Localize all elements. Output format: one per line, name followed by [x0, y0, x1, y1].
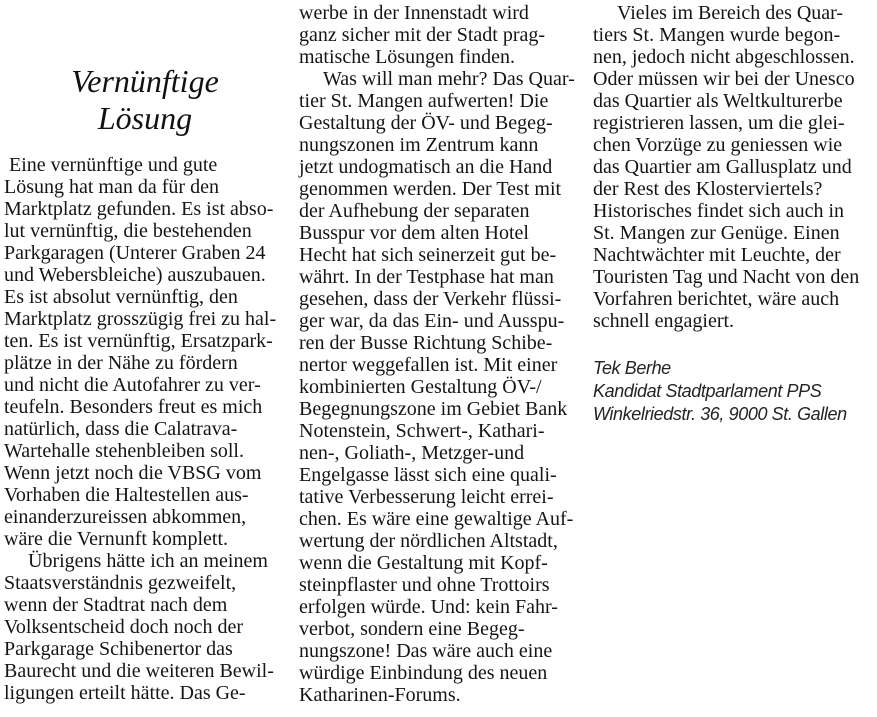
text-line: Touristen Tag und Nacht von den [593, 266, 860, 288]
text-line: schnell engagiert. [593, 310, 735, 332]
text-line: kombinierten Gestaltung ÖV-/ [299, 376, 542, 398]
text-line: nertor weggefallen ist. Mit einer [299, 354, 558, 376]
text-line: wenn die Gestaltung mit Kopf- [299, 552, 548, 574]
text-line: Baurecht und die weiteren Bewil- [4, 660, 274, 682]
text-line: Begegnungszone im Gebiet Bank [299, 398, 568, 420]
text-line: ger war, da das Ein- und Ausspu- [299, 310, 565, 332]
article-column-2 [299, 0, 581, 706]
text-line: nungszone! Das wäre auch eine [299, 640, 553, 662]
article-title-line: Vernünftige [71, 63, 219, 99]
text-line: Staatsverständnis gezweifelt, [4, 572, 237, 594]
text-line: Historisches findet sich auch in [593, 200, 845, 222]
text-line: einanderzureissen abkommen, [4, 506, 247, 528]
text-line: tiers St. Mangen wurde begon- [593, 24, 841, 46]
text-line: das Quartier am Gallusplatz und [593, 156, 852, 178]
text-line: Marktplatz gefunden. Es ist abso- [4, 198, 274, 220]
text-line: Eine vernünftige und gute [4, 154, 218, 176]
author-role: Kandidat Stadtparlament PPS [593, 381, 822, 401]
text-line: genommen werden. Der Test mit [299, 178, 562, 200]
text-line: steinpflaster und ohne Trottoirs [299, 574, 550, 596]
text-line: wäre die Vernunft komplett. [4, 528, 229, 550]
author-signature [593, 357, 877, 426]
text-line: Volksentscheid doch noch der [4, 616, 244, 638]
text-line: lut vernünftig, die bestehenden [4, 220, 252, 242]
text-line: Notenstein, Schwert-, Kathari- [299, 420, 545, 442]
text-line: währt. In der Testphase hat man [299, 266, 554, 288]
text-line: Hecht hat sich seinerzeit gut be- [299, 244, 557, 266]
text-line: registrieren lassen, um die glei- [593, 112, 845, 134]
text-line: und Webersbleiche) auszubauen. [4, 264, 266, 286]
text-line: Oder müssen wir bei der Unesco [593, 68, 855, 90]
text-line: Was will man mehr? Das Quar- [323, 68, 575, 90]
text-line: Wartehalle stehenbleiben soll. [4, 440, 244, 462]
text-line: nen-, Goliath-, Metzger-und [299, 442, 525, 464]
text-line: natürlich, dass die Calatrava- [4, 418, 238, 440]
text-line: Es ist absolut vernünftig, den [4, 286, 238, 308]
text-line: der Rest des Klosterviertels? [593, 178, 823, 200]
text-line: St. Mangen zur Genüge. Einen [593, 222, 840, 244]
text-line: Busspur vor dem alten Hotel [299, 222, 529, 244]
text-line: wenn der Stadtrat nach dem [4, 594, 228, 616]
text-line: tative Verbesserung leicht errei- [299, 486, 554, 508]
text-line: plätze in der Nähe zu fördern [4, 352, 238, 374]
text-line: Lösung hat man da für den [4, 176, 219, 198]
text-line: Katharinen-Forums. [299, 684, 461, 706]
text-line: Nachtwächter mit Leuchte, der [593, 244, 841, 266]
text-line: erfolgen würde. Und: kein Fahr- [299, 596, 558, 618]
text-line: nungszonen im Zentrum kann [299, 134, 539, 156]
text-line: werbe in der Innenstadt wird [299, 2, 529, 24]
text-line: der Aufhebung der separaten [299, 200, 530, 222]
column-3-body [593, 0, 877, 332]
article-title [4, 63, 286, 137]
text-line: gesehen, dass der Verkehr flüssi- [299, 288, 562, 310]
author-address: Winkelriedstr. 36, 9000 St. Gallen [593, 404, 847, 424]
text-line: verbot, sondern eine Begeg- [299, 618, 525, 640]
column-1-body [4, 154, 286, 704]
text-line: Parkgaragen (Unterer Graben 24 [4, 242, 266, 264]
text-line: ligungen erteilt hätte. Das Ge- [4, 682, 246, 704]
text-line: Vieles im Bereich des Quar- [617, 2, 844, 24]
text-line: das Quartier als Weltkulturerbe [593, 90, 843, 112]
article-column-1 [4, 0, 286, 704]
author-name: Tek Berhe [593, 358, 671, 378]
column-2-body [299, 0, 581, 706]
text-line: nen, jedoch nicht abgeschlossen. [593, 46, 855, 68]
text-line: und nicht die Autofahrer zu ver- [4, 374, 261, 396]
text-line: Marktplatz grosszügig frei zu hal- [4, 308, 277, 330]
text-line: Engelgasse lässt sich eine quali- [299, 464, 557, 486]
text-line: Parkgarage Schibenertor das [4, 638, 233, 660]
text-line: matische Lösungen finden. [299, 46, 516, 68]
text-line: Vorhaben die Haltestellen aus- [4, 484, 249, 506]
text-line: chen Vorzüge zu geniessen wie [593, 134, 843, 156]
text-line: würdige Einbindung des neuen [299, 662, 548, 684]
text-line: ten. Es ist vernünftig, Ersatzpark- [4, 330, 273, 352]
text-line: tier St. Mangen aufwerten! Die [299, 90, 549, 112]
text-line: Übrigens hätte ich an meinem [28, 550, 268, 572]
text-line: Gestaltung der ÖV- und Begeg- [299, 112, 553, 134]
text-line: ganz sicher mit der Stadt prag- [299, 24, 546, 46]
article-column-3 [593, 0, 877, 426]
text-line: wertung der nördlichen Altstadt, [299, 530, 558, 552]
text-line: chen. Es wäre eine gewaltige Auf- [299, 508, 574, 530]
text-line: Wenn jetzt noch die VBSG vom [4, 462, 262, 484]
text-line: ren der Busse Richtung Schibe- [299, 332, 553, 354]
text-line: teufeln. Besonders freut es mich [4, 396, 263, 418]
text-line: Vorfahren berichtet, wäre auch [593, 288, 840, 310]
text-line: jetzt undogmatisch an die Hand [299, 156, 553, 178]
article-title-line: Lösung [97, 100, 193, 136]
